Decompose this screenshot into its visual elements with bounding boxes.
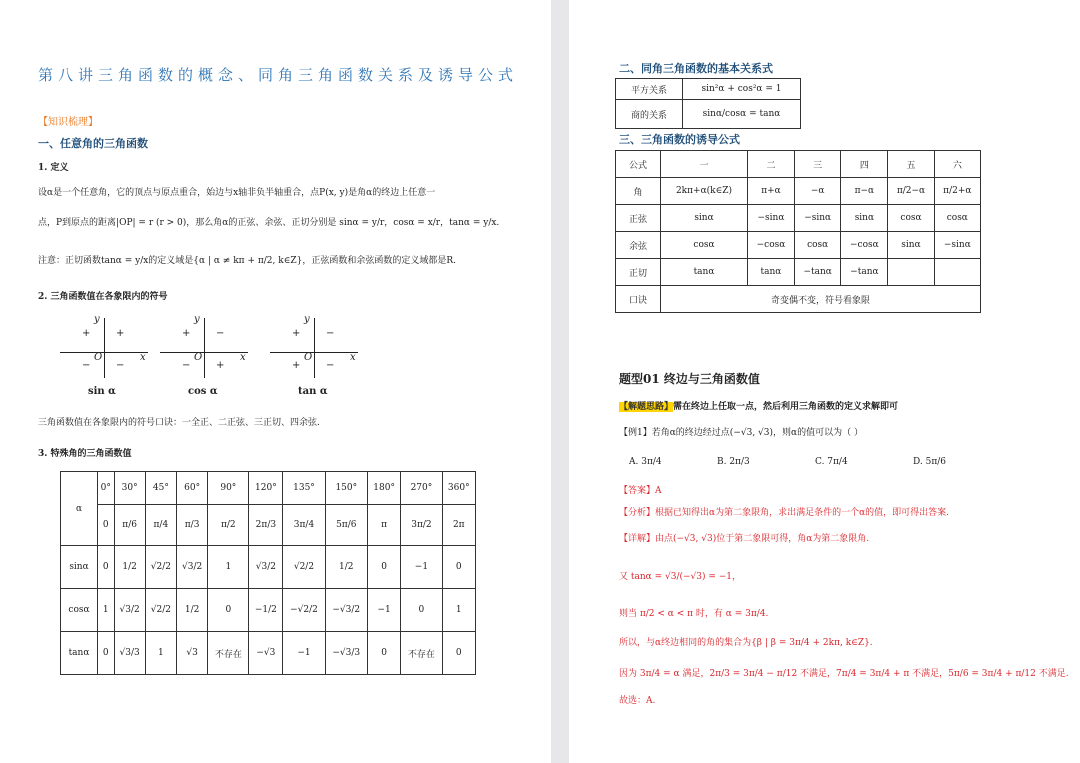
quadrant-diagram-3 <box>270 314 360 397</box>
induction-row-label: 角 <box>616 178 661 205</box>
table-row <box>61 589 476 632</box>
step-set: 所以，与α终边相同的角的集合为{β | β = 3π/4 + 2kπ, k∈Z}. <box>619 638 873 648</box>
value-cell: 0 <box>367 546 400 589</box>
value-cell: 不存在 <box>401 632 442 675</box>
question-type-title: 题型01 终边与三角函数值 <box>619 372 760 386</box>
x-axis-label: x <box>240 352 246 363</box>
degree-cell: 120° <box>249 472 283 505</box>
induction-value-cell: −cosα <box>748 232 795 259</box>
y-axis <box>204 318 205 378</box>
induction-value-cell: −cosα <box>841 232 888 259</box>
section-2-heading: 二、同角三角函数的基本关系式 <box>619 62 773 75</box>
degree-cell: 0° <box>98 472 115 505</box>
degree-cell: 135° <box>283 472 325 505</box>
induction-formula-table <box>615 150 981 313</box>
value-cell: −√2/2 <box>283 589 325 632</box>
x-axis-label: x <box>350 352 356 363</box>
definition-line-2: 点，P到原点的距离|OP| = r (r > 0)，那么角α的正弦、余弦、正切分别是 sinα = y/r，cosα = x/r，tanα = y/x. <box>38 218 500 228</box>
example-question: 【例1】若角α的终边经过点(−√3, √3)，则α的值可以为（ ） <box>619 428 863 438</box>
radian-cell: π <box>367 505 400 546</box>
quadrant-4-sign: − <box>116 360 125 371</box>
quadrant-4-sign: + <box>216 360 225 371</box>
value-cell: −√3 <box>249 632 283 675</box>
step-range: 则当 π/2 < α < π 时，有 α = 3π/4. <box>619 609 769 619</box>
induction-value-cell: −tanα <box>841 259 888 286</box>
quadrant-1-sign: − <box>216 328 225 339</box>
radian-cell: π/4 <box>145 505 176 546</box>
lecture-title: 第八讲三角函数的概念、同角三角函数关系及诱导公式 <box>38 66 519 84</box>
value-cell: 0 <box>98 546 115 589</box>
option-B[interactable]: B. 2π/3 <box>717 457 750 467</box>
induction-value-cell: π/2+α <box>934 178 980 205</box>
degree-cell: 360° <box>442 472 475 505</box>
induction-value-cell: sinα <box>888 232 934 259</box>
mnemonic-row <box>616 286 981 313</box>
quadrant-3-sign: − <box>82 360 91 371</box>
induction-header-cell: 公式 <box>616 151 661 178</box>
option-C[interactable]: C. 7π/4 <box>815 457 848 467</box>
radian-cell: π/2 <box>208 505 249 546</box>
relation-row <box>616 100 801 129</box>
y-axis-label: y <box>304 314 310 325</box>
quadrant-2-sign: + <box>82 328 91 339</box>
quadrant-diagram-1 <box>60 314 150 397</box>
induction-value-cell: π+α <box>748 178 795 205</box>
value-cell: √3 <box>176 632 207 675</box>
solution-hint <box>619 399 898 412</box>
induction-header-cell: 六 <box>934 151 980 178</box>
value-cell: 不存在 <box>208 632 249 675</box>
induction-header-row <box>616 151 981 178</box>
value-cell: −√3/3 <box>325 632 367 675</box>
section-1-heading: 一、任意角的三角函数 <box>38 137 148 150</box>
induction-value-cell: sinα <box>841 205 888 232</box>
section-3-heading: 三、三角函数的诱导公式 <box>619 133 740 146</box>
table-row <box>61 546 476 589</box>
value-cell: √2/2 <box>283 546 325 589</box>
value-cell: √3/3 <box>114 632 145 675</box>
radian-cell: 5π/6 <box>325 505 367 546</box>
hint-text: 需在终边上任取一点，然后利用三角函数的定义求解即可 <box>673 402 899 412</box>
induction-header-cell: 二 <box>748 151 795 178</box>
value-cell: −1 <box>401 546 442 589</box>
induction-header-cell: 五 <box>888 151 934 178</box>
x-axis-label: x <box>140 352 146 363</box>
value-cell: 0 <box>442 632 475 675</box>
degree-cell: 180° <box>367 472 400 505</box>
value-cell: 1 <box>98 589 115 632</box>
induction-row <box>616 259 981 286</box>
value-cell: 0 <box>208 589 249 632</box>
sign-mnemonic: 三角函数值在各象限内的符号口诀：一全正、二正弦、三正切、四余弦. <box>38 418 320 428</box>
induction-value-cell <box>888 259 934 286</box>
alpha-header-cell: α <box>61 472 98 546</box>
row-label-cell: cosα <box>61 589 98 632</box>
induction-value-cell: −α <box>794 178 840 205</box>
quadrant-2-sign: + <box>292 328 301 339</box>
value-cell: 0 <box>98 632 115 675</box>
special-angles-table <box>60 471 476 675</box>
relation-row <box>616 79 801 100</box>
value-cell: 1/2 <box>325 546 367 589</box>
step-check: 因为 3π/4 = α 满足，2π/3 = 3π/4 − π/12 不满足，7π/4 = 3π/4 + π 不满足，5π/6 = 3π/4 + π/12 不满足. <box>619 669 1069 679</box>
quadrant-4-sign: − <box>326 360 335 371</box>
option-A[interactable]: A. 3π/4 <box>629 457 662 467</box>
row-label-cell: tanα <box>61 632 98 675</box>
y-axis-label: y <box>194 314 200 325</box>
value-cell: 0 <box>442 546 475 589</box>
radian-cell: π/3 <box>176 505 207 546</box>
value-cell: 1 <box>208 546 249 589</box>
value-cell: √3/2 <box>114 589 145 632</box>
induction-value-cell: −sinα <box>794 205 840 232</box>
step-tan: 又 tanα = √3/(−√3) = −1， <box>619 572 742 582</box>
row-label-cell: sinα <box>61 546 98 589</box>
value-cell: −√3/2 <box>325 589 367 632</box>
value-cell: 1/2 <box>176 589 207 632</box>
degree-cell: 30° <box>114 472 145 505</box>
value-cell: 0 <box>367 632 400 675</box>
table-row <box>61 632 476 675</box>
function-label: cos α <box>188 386 218 397</box>
quadrant-3-sign: − <box>182 360 191 371</box>
value-cell: √3/2 <box>176 546 207 589</box>
induction-value-cell: tanα <box>748 259 795 286</box>
mnemonic-text-cell: 奇变偶不变，符号看象限 <box>661 286 981 313</box>
induction-value-cell <box>934 259 980 286</box>
function-label: sin α <box>88 386 116 397</box>
radian-cell: π/6 <box>114 505 145 546</box>
origin-label: O <box>304 352 313 363</box>
value-cell: √3/2 <box>249 546 283 589</box>
relation-name-cell: 平方关系 <box>616 79 683 100</box>
induction-value-cell: −tanα <box>794 259 840 286</box>
induction-row <box>616 232 981 259</box>
induction-value-cell: π/2−α <box>888 178 934 205</box>
induction-header-cell: 三 <box>794 151 840 178</box>
value-cell: −1 <box>283 632 325 675</box>
induction-value-cell: cosα <box>794 232 840 259</box>
function-label: tan α <box>298 386 328 397</box>
degree-cell: 60° <box>176 472 207 505</box>
y-axis <box>314 318 315 378</box>
radian-cell: 3π/4 <box>283 505 325 546</box>
special-angles-heading: 3. 特殊角的三角函数值 <box>38 449 132 459</box>
quadrant-1-sign: − <box>326 328 335 339</box>
induction-row <box>616 205 981 232</box>
value-cell: 1/2 <box>114 546 145 589</box>
detail: 【详解】由点(−√3, √3)位于第二象限可得，角α为第二象限角. <box>619 534 870 544</box>
induction-value-cell: tanα <box>661 259 748 286</box>
conclusion: 故选：A. <box>619 696 656 706</box>
induction-header-cell: 四 <box>841 151 888 178</box>
definition-heading: 1. 定义 <box>38 163 69 173</box>
induction-value-cell: sinα <box>661 205 748 232</box>
basic-relations-table <box>615 78 801 129</box>
degree-cell: 270° <box>401 472 442 505</box>
degree-cell: 45° <box>145 472 176 505</box>
degree-cell: 150° <box>325 472 367 505</box>
radian-cell: 2π/3 <box>249 505 283 546</box>
y-axis-label: y <box>94 314 100 325</box>
origin-label: O <box>94 352 103 363</box>
value-cell: −1/2 <box>249 589 283 632</box>
quadrant-3-sign: + <box>292 360 301 371</box>
signs-heading: 2. 三角函数值在各象限内的符号 <box>38 292 168 302</box>
knowledge-tag: 【知识梳理】 <box>38 117 98 128</box>
answer: 【答案】A <box>619 486 662 496</box>
relation-formula-cell: sin²α + cos²α = 1 <box>683 79 801 100</box>
analysis: 【分析】根据已知得出α为第二象限角，求出满足条件的一个α的值，即可得出答案. <box>619 508 950 518</box>
induction-header-cell: 一 <box>661 151 748 178</box>
relation-name-cell: 商的关系 <box>616 100 683 129</box>
induction-row-label: 余弦 <box>616 232 661 259</box>
definition-line-1: 设α是一个任意角，它的顶点与原点重合，始边与x轴非负半轴重合，点P(x, y)是角α的终边上任意一 <box>38 188 436 198</box>
induction-value-cell: −sinα <box>748 205 795 232</box>
induction-value-cell: 2kπ+α(k∈Z) <box>661 178 748 205</box>
induction-row-label: 正切 <box>616 259 661 286</box>
value-cell: √2/2 <box>145 546 176 589</box>
value-cell: √2/2 <box>145 589 176 632</box>
induction-value-cell: π−α <box>841 178 888 205</box>
option-D[interactable]: D. 5π/6 <box>913 457 947 467</box>
induction-value-cell: −sinα <box>934 232 980 259</box>
quadrant-2-sign: + <box>182 328 191 339</box>
induction-row-label: 正弦 <box>616 205 661 232</box>
radian-cell: 2π <box>442 505 475 546</box>
induction-value-cell: cosα <box>934 205 980 232</box>
origin-label: O <box>194 352 203 363</box>
y-axis <box>104 318 105 378</box>
value-cell: −1 <box>367 589 400 632</box>
radian-cell: 3π/2 <box>401 505 442 546</box>
induction-value-cell: cosα <box>888 205 934 232</box>
relation-formula-cell: sinα/cosα = tanα <box>683 100 801 129</box>
induction-row <box>616 178 981 205</box>
value-cell: 1 <box>442 589 475 632</box>
domain-note: 注意：正切函数tanα = y/x的定义域是{α | α ≠ kπ + π/2, k∈Z}，正弦函数和余弦函数的定义域都是R. <box>38 256 456 266</box>
value-cell: 0 <box>401 589 442 632</box>
mnemonic-label-cell: 口诀 <box>616 286 661 313</box>
induction-value-cell: cosα <box>661 232 748 259</box>
hint-tag: 【解题思路】 <box>619 402 674 412</box>
value-cell: 1 <box>145 632 176 675</box>
quadrant-diagram-2 <box>160 314 250 397</box>
degree-cell: 90° <box>208 472 249 505</box>
right-page <box>569 0 1080 763</box>
quadrant-1-sign: + <box>116 328 125 339</box>
radian-cell: 0 <box>98 505 115 546</box>
